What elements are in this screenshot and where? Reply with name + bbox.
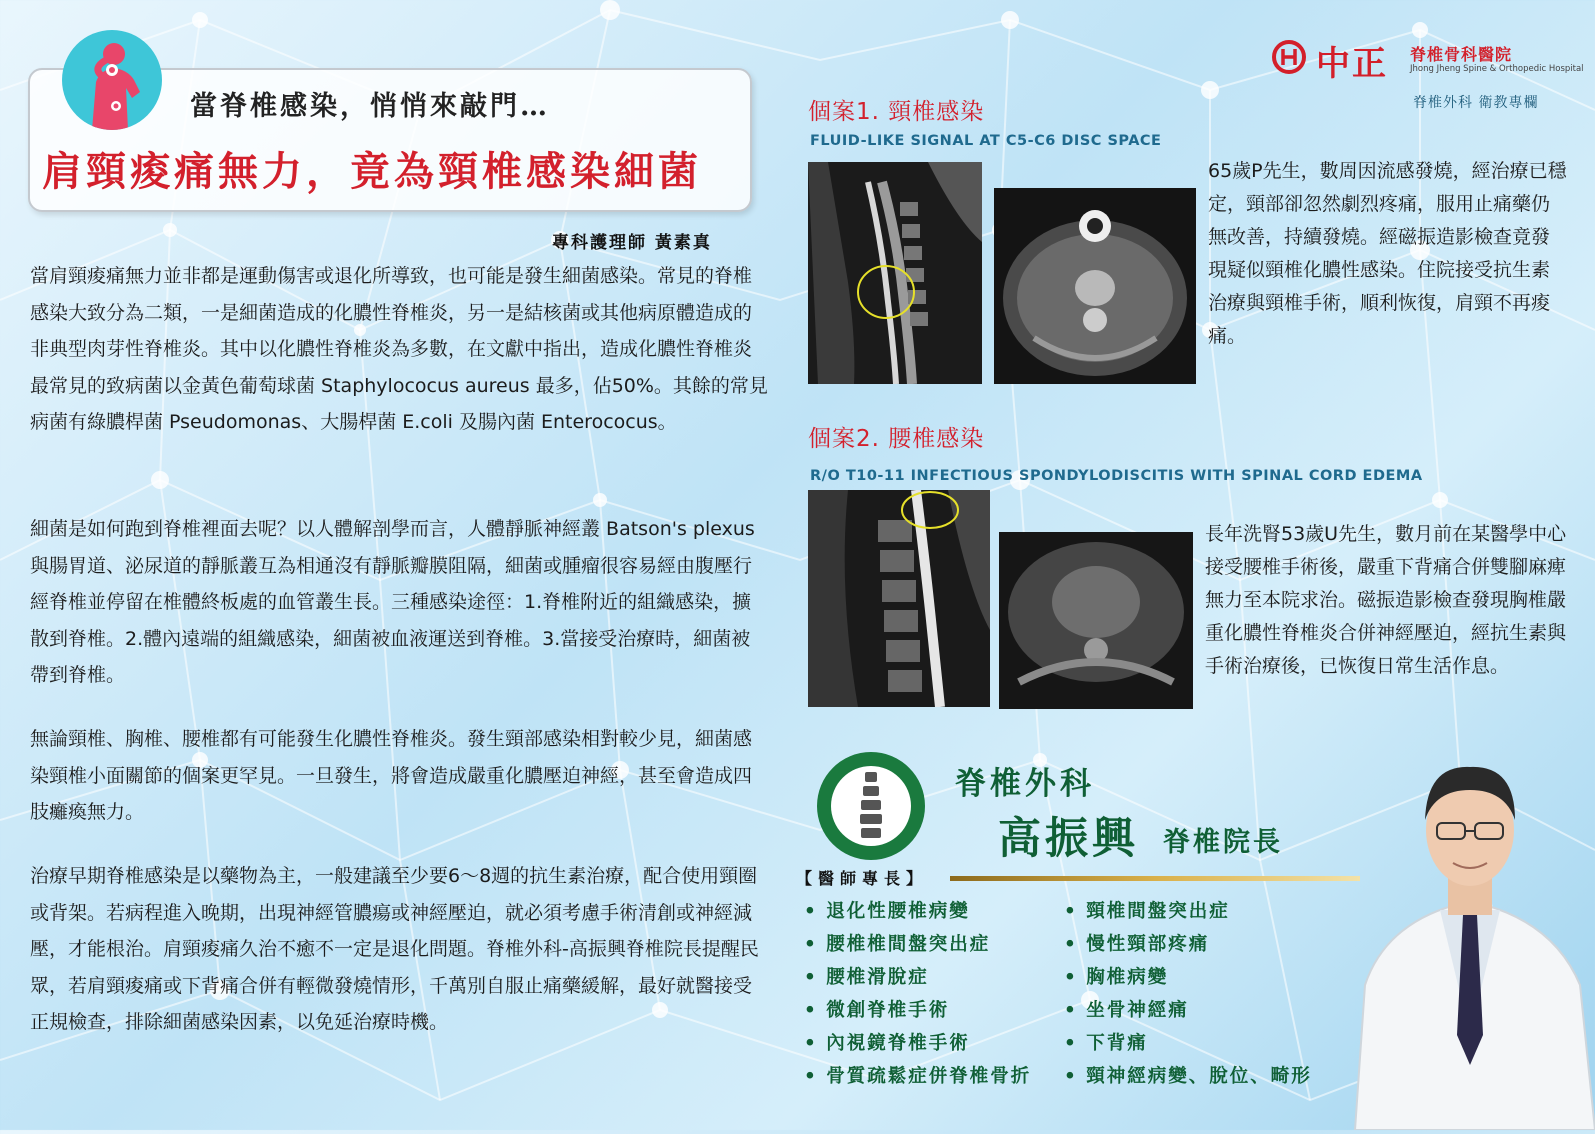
thoracolumbar-mri-sagittal-image — [808, 490, 990, 707]
article-paragraph: 治療早期脊椎感染是以藥物為主，一般建議至少要6～8週的抗生素治療，配合使用頸圈或背架。若病程進入晚期，出現神經管膿瘍或神經壓迫，就必須考慮手術清創或神經減壓，才能根治。肩頸痠痛久治不癒不一定是退化問題。脊椎外科-高振興脊椎院長提醒民眾，若肩頸痠痛或下背痛合併有輕微發燒情形，千萬別自服止痛藥緩解，最好就醫接受正規檢查，排除細菌感染因素，以免延治療時機。 — [30, 865, 759, 1033]
case-title: 個案2. 腰椎感染 — [808, 426, 985, 452]
case-description: 65歲P先生，數周因流感發燒，經治療已穩定，頸部卻忽然劇烈疼痛，服用止痛藥仍無改善，持續發燒。經磁振造影檢查竟發現疑似頸椎化膿性感染。住院接受抗生素治療與頸椎手術，順利恢復，肩頸不再痠痛。 — [1208, 160, 1567, 347]
specialty-item: • 退化性腰椎病變 — [804, 895, 1031, 928]
hospital-logo-name: 中正 — [1316, 44, 1388, 84]
hospital-logo-english: Jhong Jheng Spine & Orthopedic Hospital — [1410, 64, 1584, 74]
specialty-item: • 微創脊椎手術 — [804, 994, 1031, 1027]
specialty-item: • 坐骨神經痛 — [1064, 994, 1312, 1027]
article-paragraph: 細菌是如何跑到脊椎裡面去呢？以人體解剖學而言，人體靜脈神經叢 Batson's plexus 與腸胃道、泌尿道的靜脈叢互為相通沒有靜脈瓣膜阻隔，細菌或腫瘤很容易經由腹壓行經脊椎並停留在椎體終板處的血管叢生長。三種感染途徑：1.脊椎附近的組織感染，擴散到脊椎。2.體內遠端的組織感染，細菌被血液運送到脊椎。3.當接受治療時，細菌被帶到脊椎。 — [30, 518, 755, 686]
spine-center-seal-icon — [815, 750, 927, 862]
specialty-item: • 胸椎病變 — [1064, 961, 1312, 994]
specialty-item: • 頸椎間盤突出症 — [1064, 895, 1312, 928]
article-paragraph: 無論頸椎、胸椎、腰椎都有可能發生化膿性脊椎炎。發生頸部感染相對較少見，細菌感染頸椎小面關節的個案更罕見。一旦發生，將會造成嚴重化膿壓迫神經，甚至會造成四肢癱瘓無力。 — [30, 728, 753, 823]
case-description: 長年洗腎53歲U先生，數月前在某醫學中心接受腰椎手術後，嚴重下背痛合併雙腳麻痺無力至本院求治。磁振造影檢查發現胸椎嚴重化膿性脊椎炎合併神經壓迫，經抗生素與手術治療後，已恢復日常生活作息。 — [1205, 523, 1567, 677]
doctor-title: 脊椎院長 — [1163, 827, 1283, 858]
case-subtitle: FLUID-LIKE SIGNAL AT C5-C6 DISC SPACE — [810, 133, 1162, 149]
specialty-item: • 腰椎滑脫症 — [804, 961, 1031, 994]
thoracic-mri-axial-image — [999, 532, 1193, 709]
neck-pain-icon — [62, 30, 162, 130]
specialty-divider — [950, 876, 1360, 881]
specialty-item: • 慢性頸部疼痛 — [1064, 928, 1312, 961]
specialty-item: • 內視鏡脊椎手術 — [804, 1027, 1031, 1060]
article-subtitle: 當脊椎感染，悄悄來敲門… — [190, 91, 550, 122]
specialty-item: • 骨質疏鬆症併脊椎骨折 — [804, 1060, 1031, 1093]
specialty-list-right — [1064, 895, 1312, 1093]
case-title: 個案1. 頸椎感染 — [808, 99, 985, 125]
case-subtitle: R/O T10-11 INFECTIOUS SPONDYLODISCITIS WITH SPINAL CORD EDEMA — [810, 468, 1423, 484]
article-paragraph: 當肩頸痠痛無力並非都是運動傷害或退化所導致，也可能是發生細菌感染。常見的脊椎感染大致分為二類，一是細菌造成的化膿性脊椎炎，另一是結核菌或其他病原體造成的非典型肉芽性脊椎炎。其中以化膿性脊椎炎為多數，在文獻中指出，造成化膿性脊椎炎最常見的致病菌以金黃色葡萄球菌 Staphylococus aureus 最多，佔50%。其餘的常見病菌有綠膿桿菌 Pseudomonas、大腸桿菌 E.coli 及腸內菌 Enterococus。 — [30, 265, 768, 433]
specialty-heading: 【醫師專長】 — [796, 869, 929, 888]
hospital-logo-subname: 脊椎骨科醫院 — [1410, 45, 1513, 64]
hospital-logo-icon — [1272, 40, 1306, 74]
article-title: 肩頸痠痛無力，竟為頸椎感染細菌 — [42, 148, 702, 195]
doctor-name: 高振興 — [998, 814, 1139, 864]
cervical-mri-sagittal-image — [808, 162, 982, 384]
specialty-item: • 下背痛 — [1064, 1027, 1312, 1060]
doctor-department: 脊椎外科 — [955, 766, 1095, 802]
cervical-mri-axial-image — [994, 188, 1196, 384]
author-byline: 專科護理師 黃素真 — [552, 233, 712, 253]
doctor-portrait — [1345, 735, 1595, 1130]
specialty-item: • 頸神經病變、脫位、畸形 — [1064, 1060, 1312, 1093]
specialty-item: • 腰椎椎間盤突出症 — [804, 928, 1031, 961]
specialty-list-left — [804, 895, 1031, 1093]
column-label: 脊椎外科 衛教專欄 — [1413, 95, 1539, 111]
